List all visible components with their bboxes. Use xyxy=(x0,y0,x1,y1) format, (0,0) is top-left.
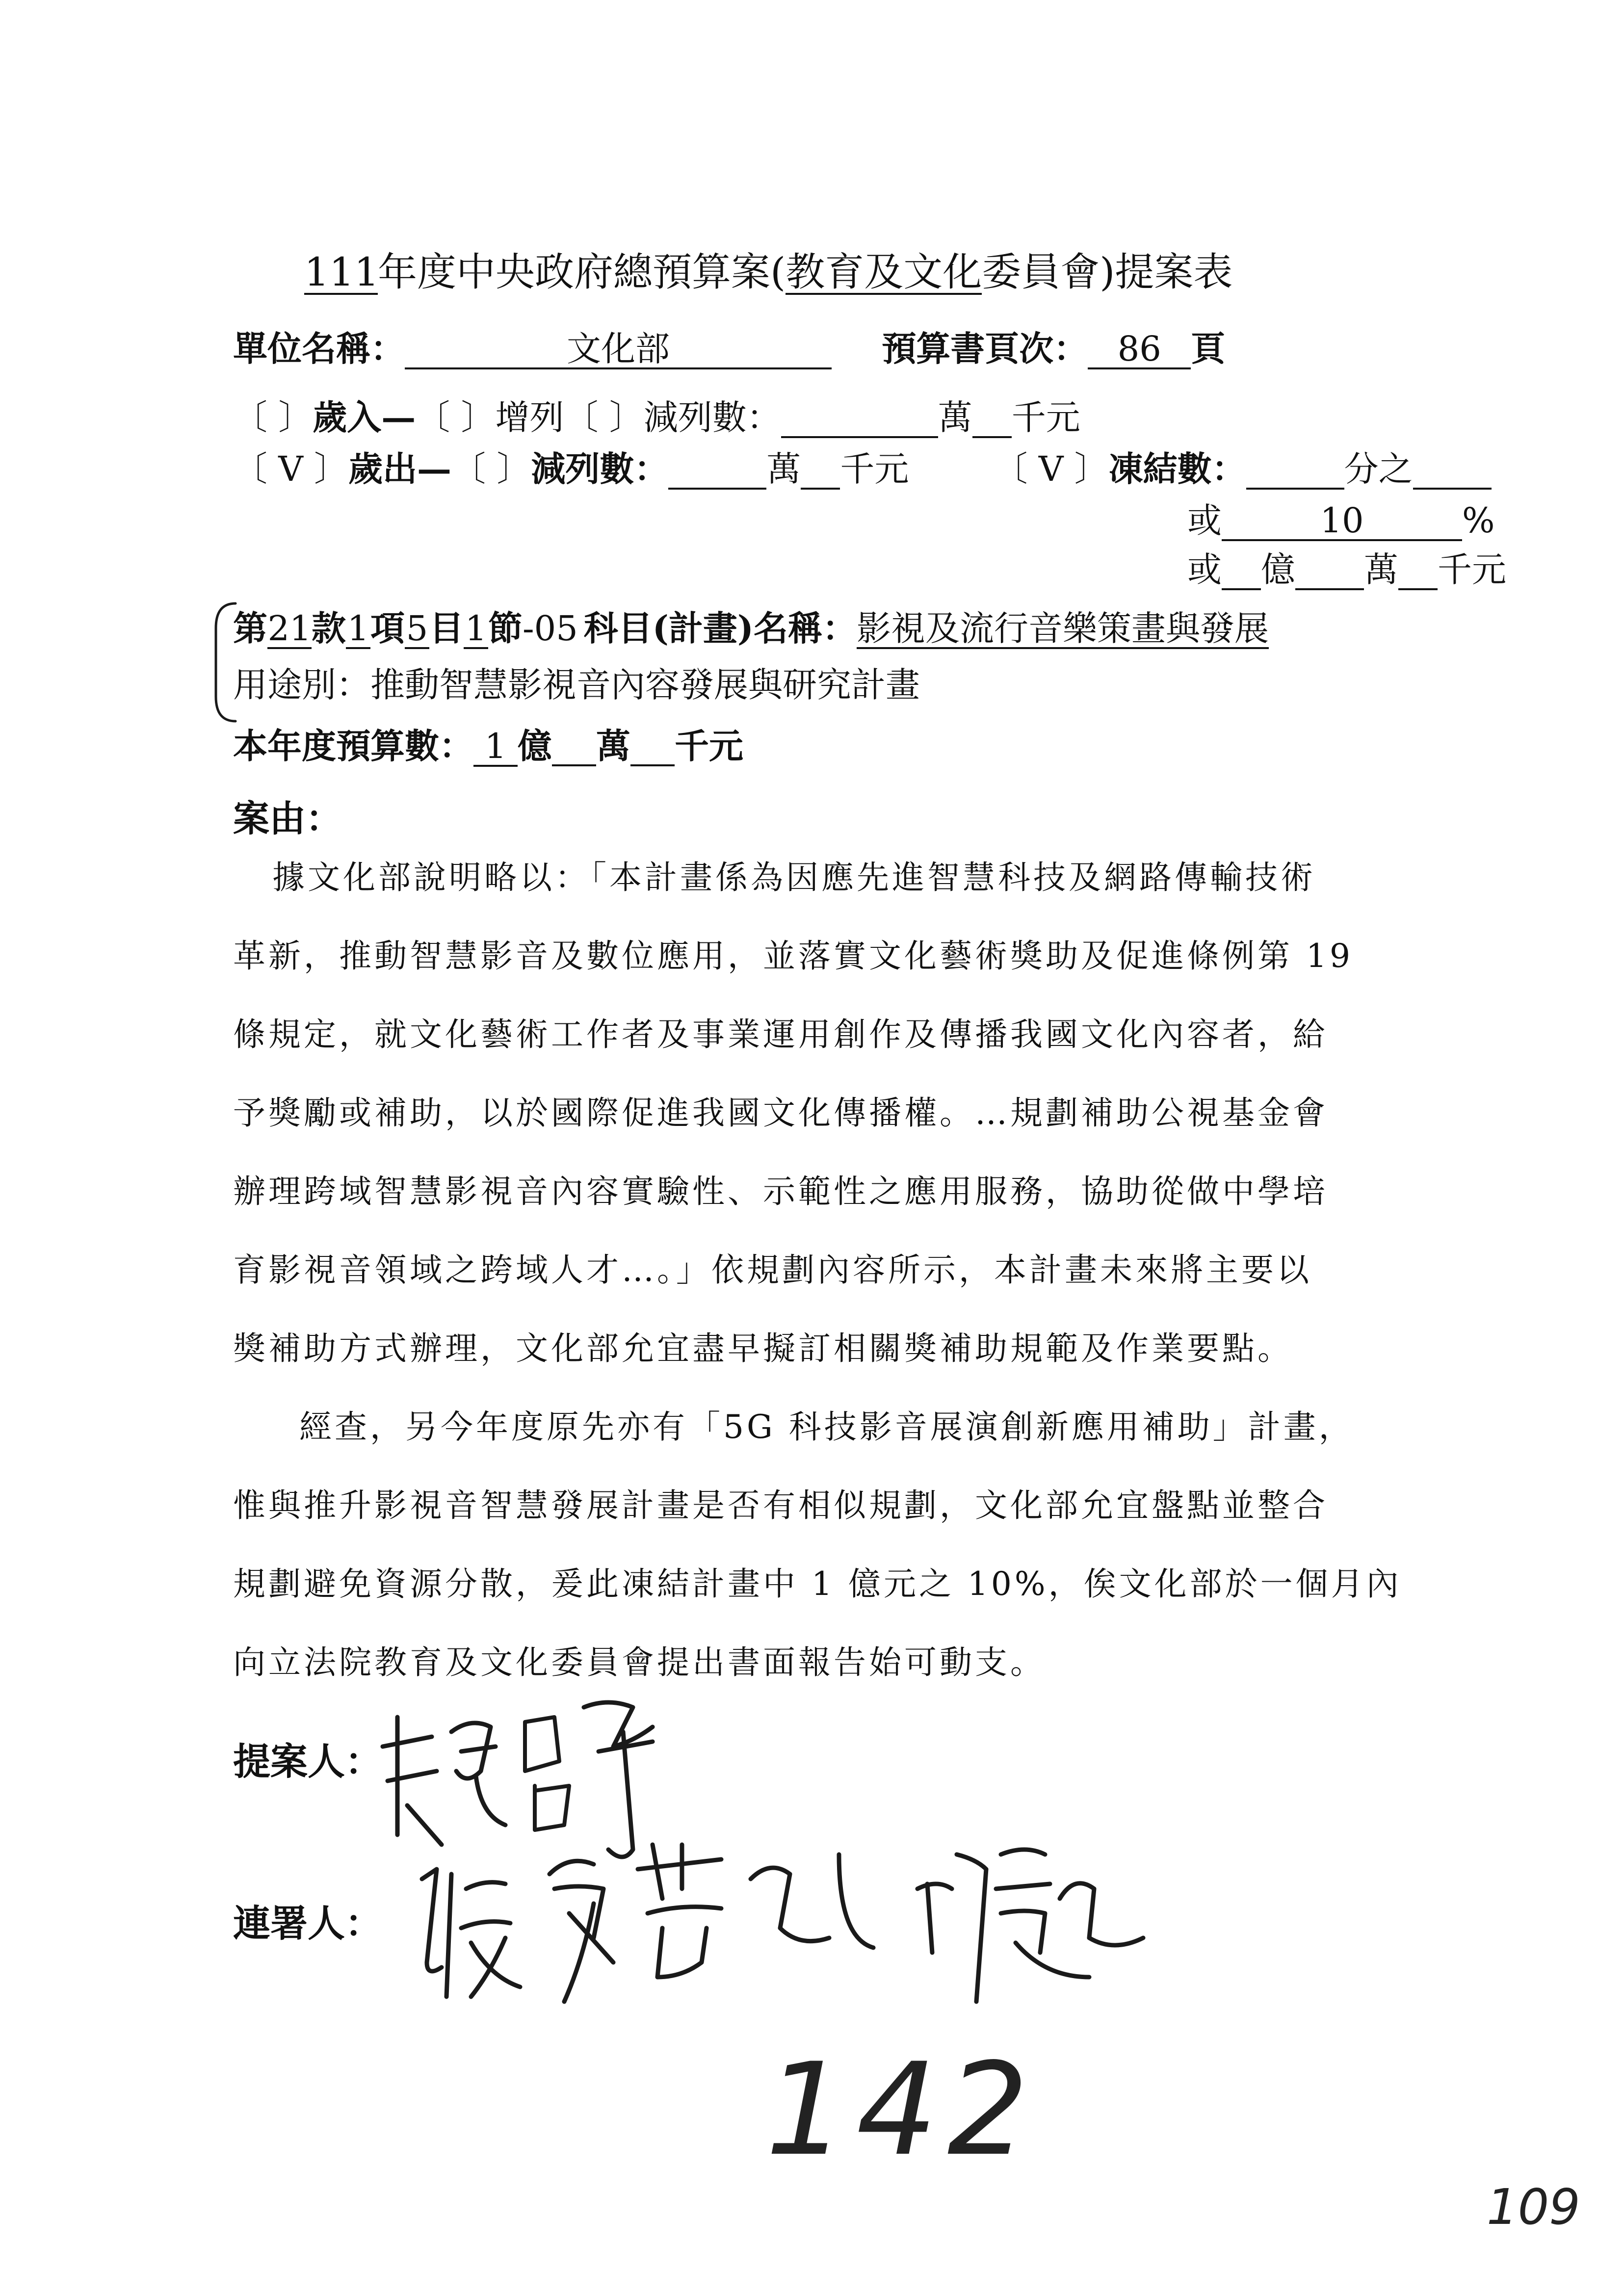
amount-row xyxy=(1187,542,1506,592)
percent-value: 10 xyxy=(1222,503,1462,541)
reason-line: 據文化部說明略以：「本計畫係為因應先進智慧科技及網路傳輸技術 xyxy=(272,859,1316,896)
fraction-label: 分之 xyxy=(1344,449,1413,489)
qian-blank xyxy=(1398,552,1438,590)
budget-label: 本年度預算數： xyxy=(233,726,473,766)
reason-line: 予獎勵或補助，以於國際促進我國文化傳播權。…規劃補助公視基金會 xyxy=(233,1094,1328,1132)
page-unit: 頁 xyxy=(1191,328,1226,369)
unit-value: 文化部 xyxy=(405,331,832,369)
qian-label: 千元 xyxy=(1438,549,1506,590)
cut-checkbox[interactable]: 〔 〕 xyxy=(564,397,644,438)
wan-blank xyxy=(1295,552,1364,590)
mu-label: 目 xyxy=(429,608,464,649)
revenue-qian: 千元 xyxy=(1011,397,1080,438)
expenditure-checkbox[interactable]: 〔 V 〕 xyxy=(233,449,349,489)
or-label-1: 或 xyxy=(1187,500,1222,541)
use-row xyxy=(233,657,920,707)
exp-cut-label: 減列數： xyxy=(531,448,669,489)
mu-value: 5 xyxy=(405,611,429,649)
yi-blank xyxy=(1222,552,1261,590)
percent-sign: % xyxy=(1462,500,1495,541)
reason-line: 向立法院教育及文化委員會提出書面報告始可動支。 xyxy=(233,1644,1046,1681)
exp-qian: 千元 xyxy=(840,449,909,489)
reason-line: 惟與推升影視音智慧發展計畫是否有相似規劃，文化部允宜盤點並整合 xyxy=(233,1487,1328,1524)
jie-value: 1 xyxy=(464,611,488,649)
reason-line: 經查，另今年度原先亦有「5G 科技影音展演創新應用補助」計畫， xyxy=(299,1408,1354,1446)
or-label-2: 或 xyxy=(1187,549,1222,590)
budget-qian: 千元 xyxy=(675,726,743,766)
exp-wan-blank xyxy=(668,451,766,490)
budget-qian-blank xyxy=(630,728,675,766)
freeze-checkbox[interactable]: 〔 V 〕 xyxy=(993,449,1109,489)
yi-label: 億 xyxy=(1261,549,1295,590)
unit-row xyxy=(233,321,1225,371)
jie-label: 節 xyxy=(488,608,523,649)
expenditure-label: 歲出— xyxy=(348,448,452,489)
revenue-wan-blank xyxy=(781,400,938,438)
budget-wan: 萬 xyxy=(596,726,630,766)
page-value: 86 xyxy=(1088,331,1191,369)
xiang-label: 項 xyxy=(370,608,405,649)
item-name-value: 影視及流行音樂策畫與發展 xyxy=(856,608,1269,649)
xiang-value: 1 xyxy=(346,611,370,649)
exp-qian-blank xyxy=(801,451,840,490)
expenditure-row xyxy=(233,442,1492,491)
revenue-qian-blank xyxy=(972,400,1012,438)
add-checkbox[interactable]: 〔 〕 xyxy=(416,397,496,438)
kuan-label: 款 xyxy=(312,608,346,649)
budget-yi-value: 1 xyxy=(473,729,518,767)
budget-yi: 億 xyxy=(518,726,552,766)
cosigner-label: 連署人： xyxy=(233,1902,382,1945)
reason-line: 規劃避免資源分散，爰此凍結計畫中 1 億元之 10%，俟文化部於一個月內 xyxy=(233,1565,1402,1603)
page-label: 預算書頁次： xyxy=(882,328,1088,369)
item-row xyxy=(233,601,1269,651)
revenue-wan: 萬 xyxy=(938,397,972,438)
form-title xyxy=(304,240,1232,297)
reason-line: 育影視音領域之跨域人才…。」依規劃內容所示，本計畫未來將主要以 xyxy=(233,1251,1312,1289)
title-text-1: 年度中央政府總預算案( xyxy=(378,249,786,295)
revenue-row xyxy=(233,390,1080,440)
reason-line: 條規定，就文化藝術工作者及事業運用創作及傳播我國文化內容者，給 xyxy=(233,1016,1328,1053)
use-value: 推動智慧影視音內容發展與研究計畫 xyxy=(370,665,920,705)
percent-row xyxy=(1187,493,1495,543)
reason-line: 辦理跨域智慧影視音內容實驗性、示範性之應用服務，協助從做中學培 xyxy=(233,1173,1328,1210)
unit-label: 單位名稱： xyxy=(233,328,405,369)
budget-row xyxy=(233,719,743,768)
add-label: 增列 xyxy=(495,397,564,438)
cosigner-signatures xyxy=(407,1815,1241,2021)
reason-heading: 案由： xyxy=(233,798,342,840)
reason-line: 革新，推動智慧影音及數位應用，並落實文化藝術獎助及促進條例第 19 xyxy=(233,937,1353,975)
page-number: 109 xyxy=(1487,2178,1580,2236)
handwritten-number: 142 xyxy=(765,2036,1039,2184)
title-text-2: 委員會)提案表 xyxy=(982,249,1233,295)
cut-label: 減列數： xyxy=(643,397,781,438)
item-name-label: 科目(計畫)名稱： xyxy=(583,608,857,649)
revenue-checkbox[interactable]: 〔 〕 xyxy=(233,397,313,438)
exp-wan: 萬 xyxy=(766,449,801,489)
use-label: 用途別： xyxy=(233,665,370,705)
di-label: 第 xyxy=(233,608,267,649)
revenue-label: 歲入— xyxy=(313,397,416,438)
exp-cut-checkbox[interactable]: 〔 〕 xyxy=(451,449,531,489)
budget-wan-blank xyxy=(552,728,596,766)
wan-label: 萬 xyxy=(1364,549,1398,590)
kuan-value: 21 xyxy=(267,608,312,649)
committee-name: 教育及文化 xyxy=(786,249,982,295)
freeze-label: 凍結數： xyxy=(1108,448,1246,489)
freeze-numerator-blank xyxy=(1246,451,1344,490)
proposer-label: 提案人： xyxy=(233,1740,382,1783)
freeze-denominator-blank xyxy=(1413,451,1492,490)
item-code: -05 xyxy=(523,608,578,649)
reason-line: 獎補助方式辦理，文化部允宜盡早擬訂相關獎補助規範及作業要點。 xyxy=(233,1330,1293,1367)
fiscal-year: 111 xyxy=(304,249,379,295)
